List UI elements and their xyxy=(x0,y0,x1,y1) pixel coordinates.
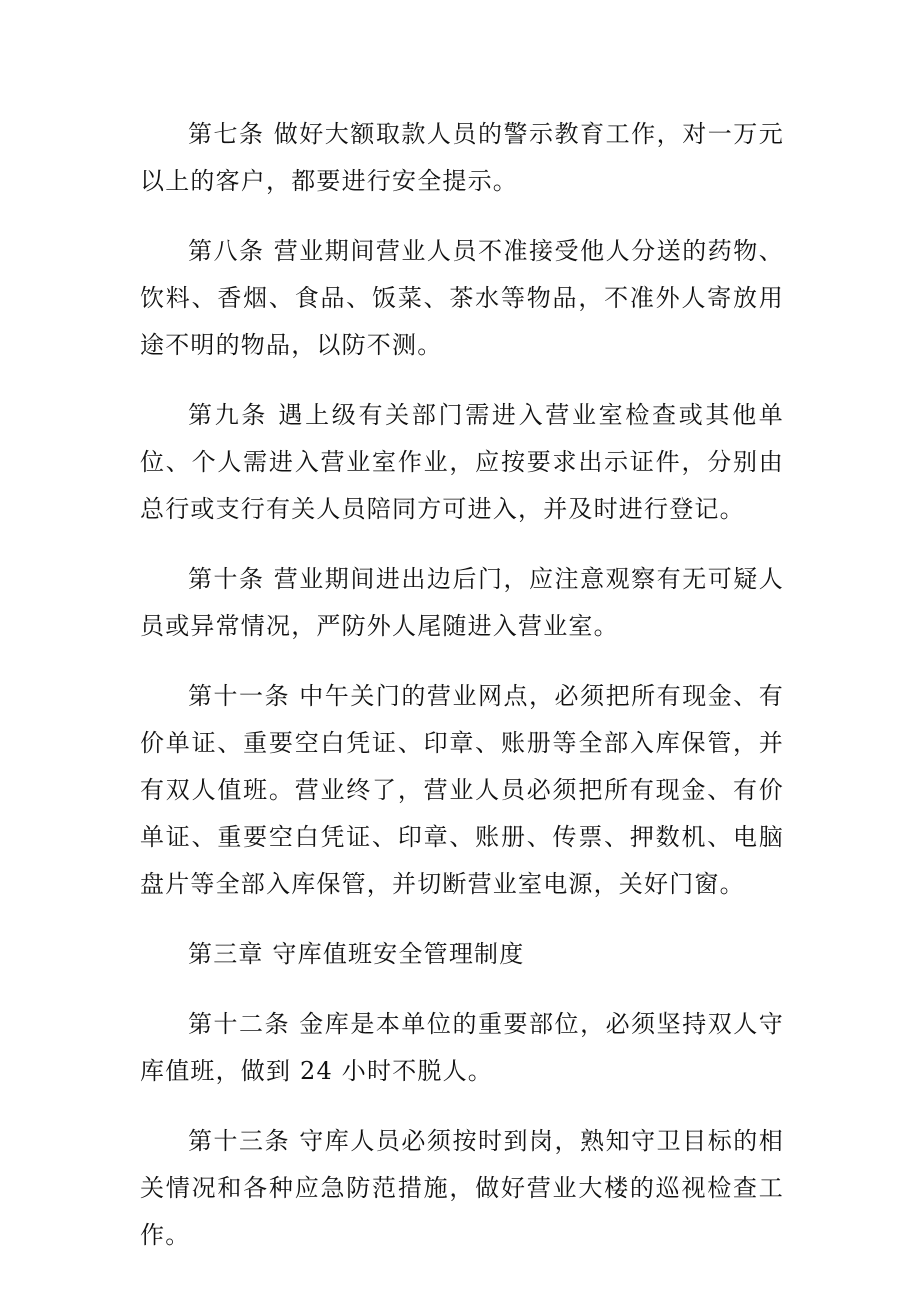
article-13-paragraph: 第十三条 守库人员必须按时到岗，熟知守卫目标的相关情况和各种应急防范措施，做好营业大楼的巡视检查工作。 xyxy=(140,1127,784,1249)
article-8-paragraph: 第八条 营业期间营业人员不准接受他人分送的药物、饮料、香烟、食品、饭菜、茶水等物品，不准外人寄放用途不明的物品，以防不测。 xyxy=(140,237,784,359)
chapter-3-heading: 第三章 守库值班安全管理制度 xyxy=(188,940,525,968)
article-11-paragraph: 第十一条 中午关门的营业网点，必须把所有现金、有价单证、重要空白凭证、印章、账册等全部入库保管，并有双人值班。营业终了，营业人员必须把所有现金、有价单证、重要空白凭证、印章、账册、传票、押数机、电脑盘片等全部入库保管，并切断营业室电源，关好门窗。 xyxy=(140,682,784,898)
article-10-paragraph: 第十条 营业期间进出边后门，应注意观察有无可疑人员或异常情况，严防外人尾随进入营业室。 xyxy=(140,565,784,640)
article-12-paragraph: 第十二条 金库是本单位的重要部位，必须坚持双人守库值班，做到 24 小时不脱人。 xyxy=(140,1010,784,1085)
article-7-paragraph: 第七条 做好大额取款人员的警示教育工作，对一万元以上的客户，都要进行安全提示。 xyxy=(140,120,784,195)
article-9-paragraph: 第九条 遇上级有关部门需进入营业室检查或其他单位、个人需进入营业室作业，应按要求出示证件，分别由总行或支行有关人员陪同方可进入，并及时进行登记。 xyxy=(140,401,784,523)
